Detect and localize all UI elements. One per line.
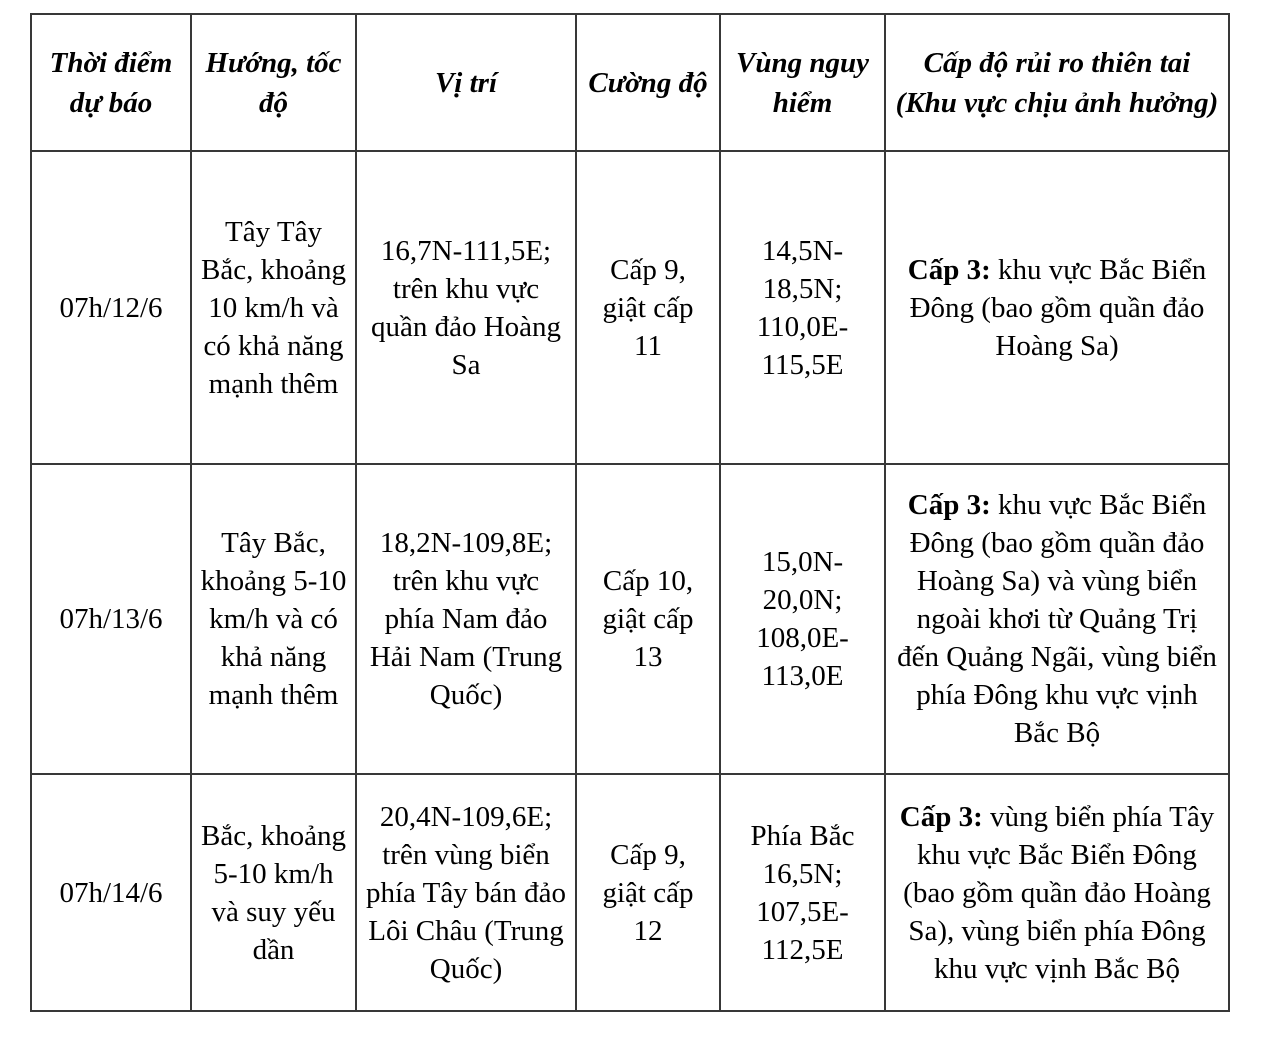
cell-forecast-time: 07h/12/6 [31, 151, 191, 464]
cell-danger-zone: Phía Bắc 16,5N; 107,5E-112,5E [720, 774, 885, 1011]
table-header-row [31, 14, 1229, 151]
cell-intensity: Cấp 9, giật cấp 11 [576, 151, 720, 464]
cell-intensity: Cấp 10, giật cấp 13 [576, 464, 720, 774]
cell-danger-zone: 15,0N-20,0N; 108,0E-113,0E [720, 464, 885, 774]
risk-level-label: Cấp 3: [907, 489, 991, 521]
risk-level-label: Cấp 3: [907, 253, 991, 286]
risk-level-text: khu vực Bắc Biển Đông (bao gồm quần đảo Hoàng Sa) [909, 253, 1207, 362]
cell-intensity: Cấp 9, giật cấp 12 [576, 774, 720, 1011]
cell-position: 18,2N-109,8E; trên khu vực phía Nam đảo Hải Nam (Trung Quốc) [356, 464, 576, 774]
table-row [31, 151, 1229, 464]
cell-direction-speed: Tây Tây Bắc, khoảng 10 km/h và có khả năng mạnh thêm [191, 151, 356, 464]
cell-forecast-time: 07h/13/6 [31, 464, 191, 774]
cell-risk-level [885, 151, 1229, 464]
cell-forecast-time: 07h/14/6 [31, 774, 191, 1011]
header-position: Vị trí [356, 14, 576, 151]
cell-position: 16,7N-111,5E; trên khu vực quần đảo Hoàng Sa [356, 151, 576, 464]
cell-risk-level [885, 464, 1229, 774]
header-danger-zone: Vùng nguy hiểm [720, 14, 885, 151]
cell-direction-speed: Tây Bắc, khoảng 5-10 km/h và có khả năng mạnh thêm [191, 464, 356, 774]
risk-level-text: vùng biển phía Tây khu vực Bắc Biển Đông (bao gồm quần đảo Hoàng Sa), vùng biển phía Đông khu vực vịnh Bắc Bộ [903, 800, 1215, 985]
storm-forecast-table [30, 13, 1230, 1012]
cell-danger-zone: 14,5N-18,5N; 110,0E-115,5E [720, 151, 885, 464]
header-risk-level: Cấp độ rủi ro thiên tai (Khu vực chịu ảnh hưởng) [885, 14, 1229, 151]
cell-risk-level [885, 774, 1229, 1011]
risk-level-text: khu vực Bắc Biển Đông (bao gồm quần đảo Hoàng Sa) và vùng biển ngoài khơi từ Quảng Trị đến Quảng Ngãi, vùng biển phía Đông khu vực vịnh Bắc Bộ [897, 489, 1217, 749]
table-row [31, 464, 1229, 774]
cell-direction-speed: Bắc, khoảng 5-10 km/h và suy yếu dần [191, 774, 356, 1011]
table-row [31, 774, 1229, 1011]
risk-level-label: Cấp 3: [899, 800, 983, 833]
cell-position: 20,4N-109,6E; trên vùng biển phía Tây bán đảo Lôi Châu (Trung Quốc) [356, 774, 576, 1011]
header-intensity: Cường độ [576, 14, 720, 151]
header-direction-speed: Hướng, tốc độ [191, 14, 356, 151]
header-forecast-time: Thời điểm dự báo [31, 14, 191, 151]
